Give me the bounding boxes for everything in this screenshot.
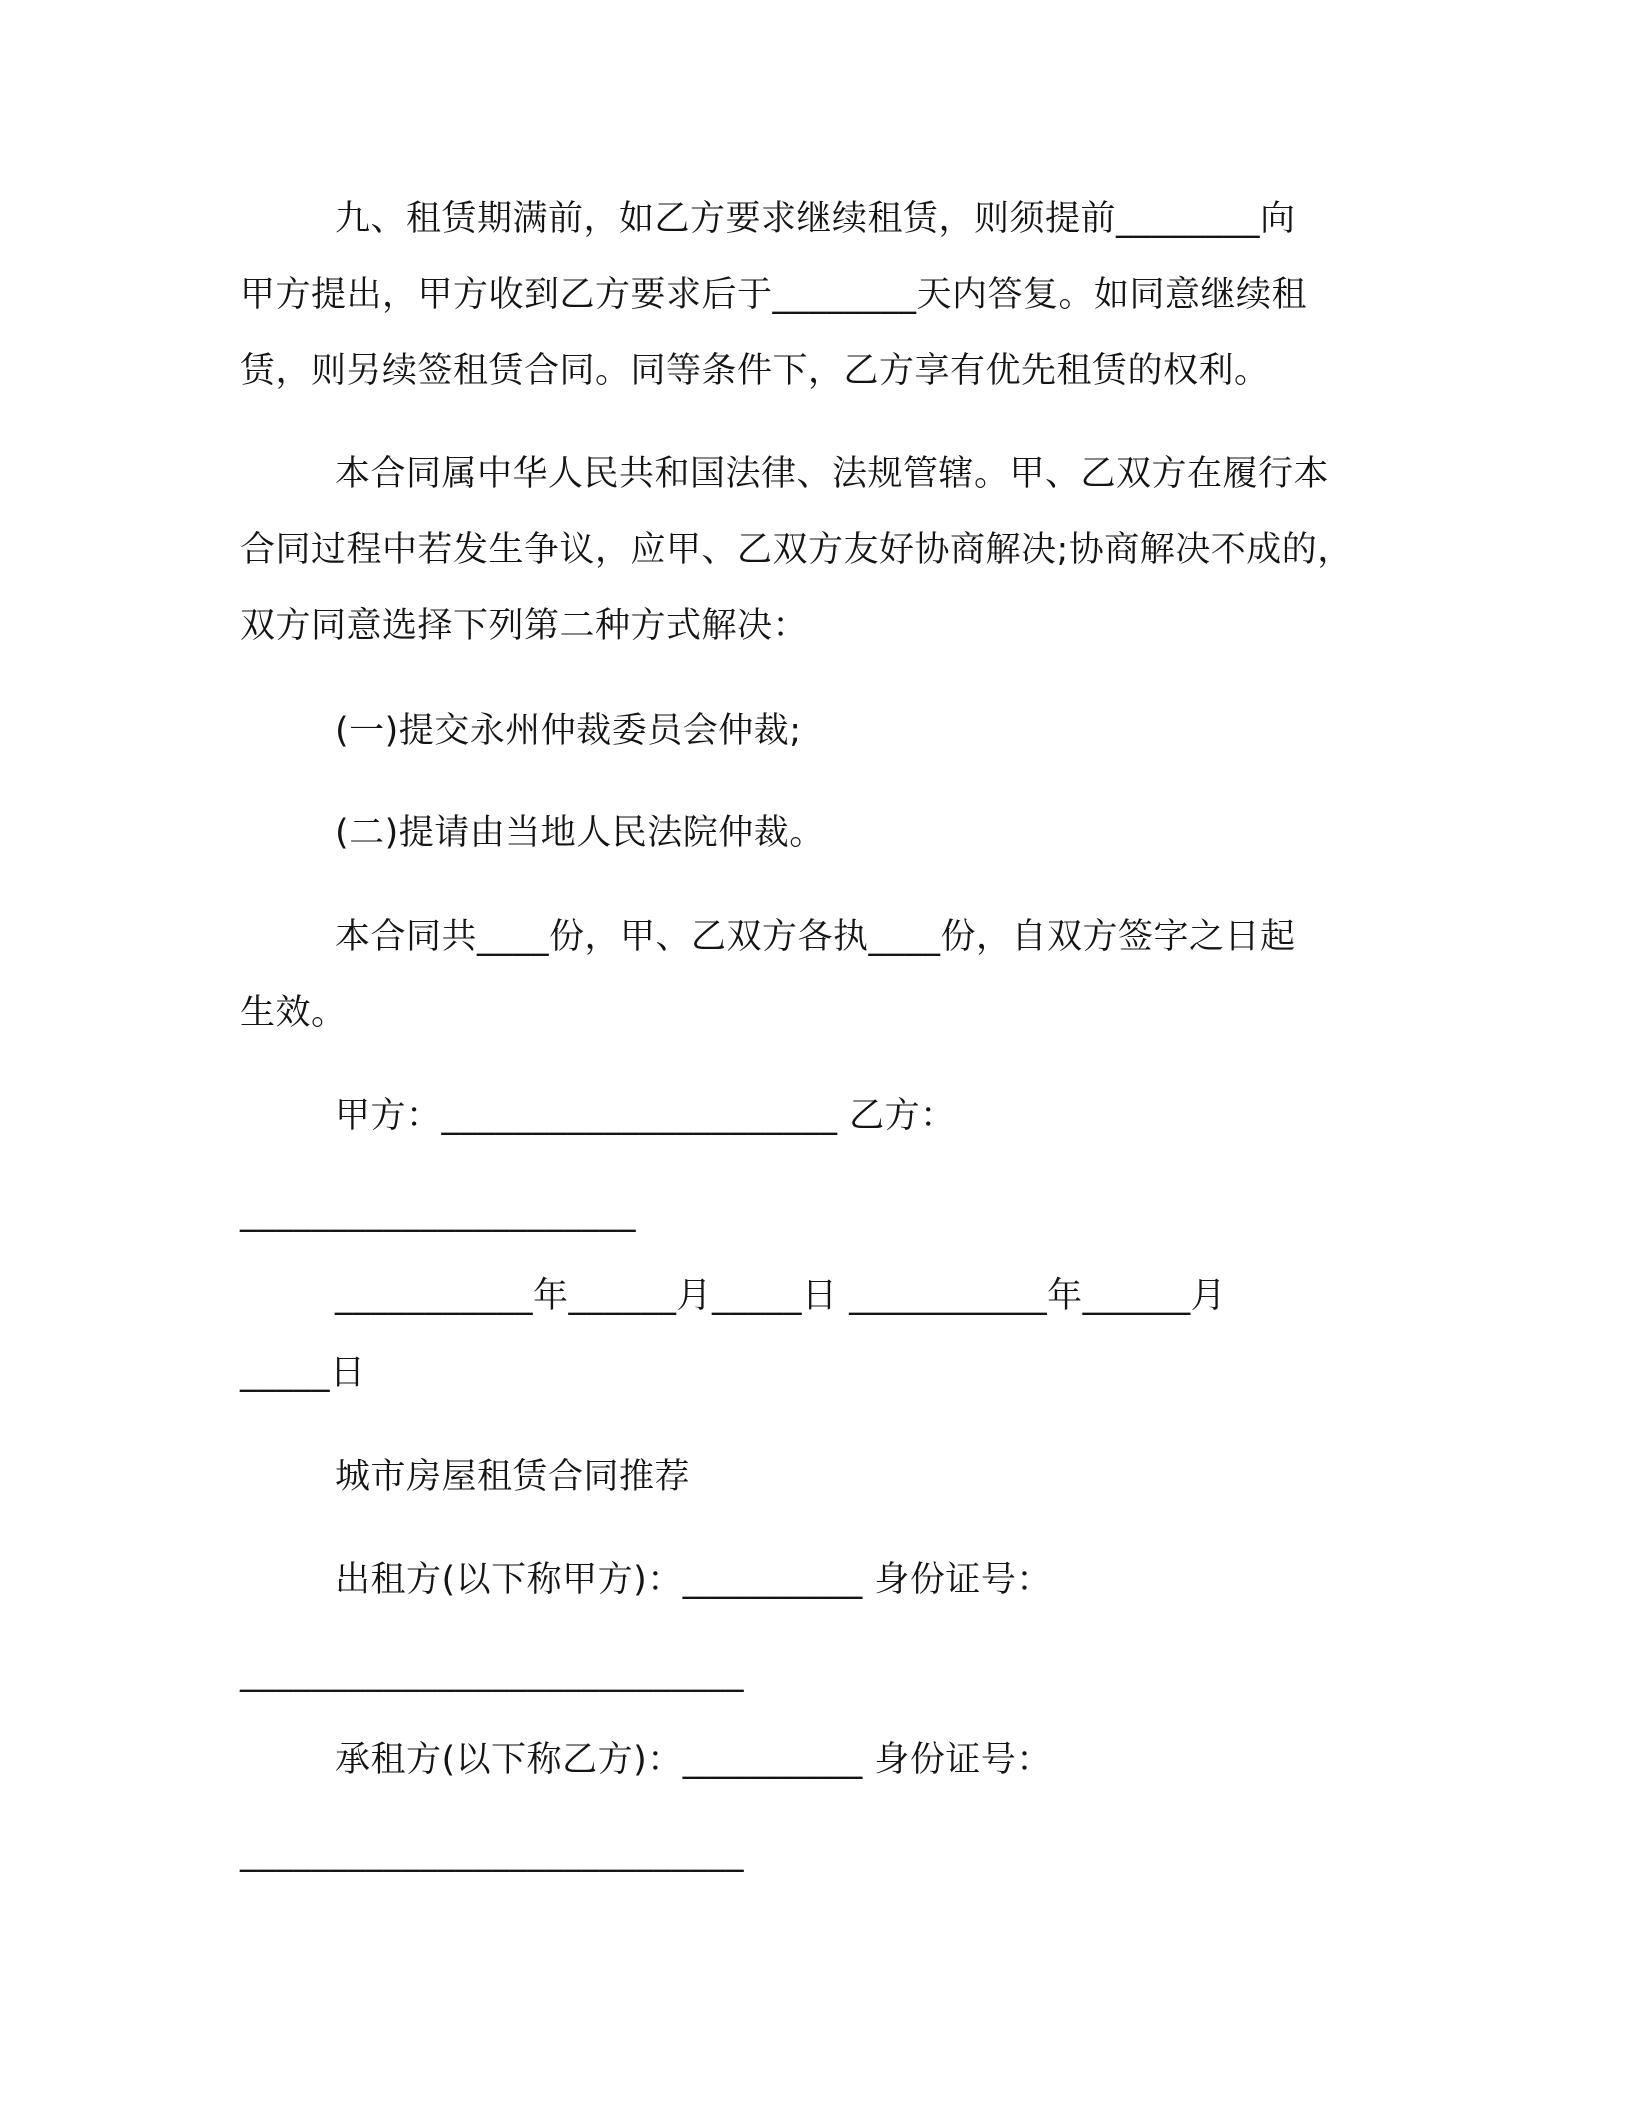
jurisdiction-line-2: 合同过程中若发生争议，应甲、乙双方友好协商解决;协商解决不成的， [240,530,1353,570]
copies-line-2: 生效。 [240,993,347,1033]
date-line-2: _____日 [240,1353,366,1393]
lessee-line-1: 承租方(以下称乙方)：__________ 身份证号： [335,1740,1052,1780]
jurisdiction-line-1: 本合同属中华人民共和国法律、法规管辖。甲、乙双方在履行本 [335,454,1330,494]
date-line-1: ___________年______月_____日 ___________年______月 [335,1276,1227,1316]
lessor-line-2: ____________________________ [240,1653,744,1693]
lessor-line-1: 出租方(以下称甲方)：__________ 身份证号： [335,1560,1052,1600]
option-two: (二)提请由当地人民法院仲裁。 [335,813,825,853]
signature-line-1: 甲方：______________________ 乙方： [335,1096,956,1136]
copies-line-1: 本合同共____份，甲、乙双方各执____份，自双方签字之日起 [335,917,1296,957]
jurisdiction-line-3: 双方同意选择下列第二种方式解决： [240,606,809,646]
clause-nine-line-3: 赁，则另续签租赁合同。同等条件下，乙方享有优先租赁的权利。 [240,351,1270,391]
clause-nine-line-2: 甲方提出，甲方收到乙方要求后于________天内答复。如同意继续租 [240,275,1308,315]
lessee-line-2: ____________________________ [240,1833,744,1873]
signature-line-2: ______________________ [240,1193,636,1233]
section-title: 城市房屋租赁合同推荐 [335,1457,691,1497]
clause-nine-line-1: 九、租赁期满前，如乙方要求继续租赁，则须提前________向 [335,199,1296,239]
option-one: (一)提交永州仲裁委员会仲裁; [335,711,802,751]
